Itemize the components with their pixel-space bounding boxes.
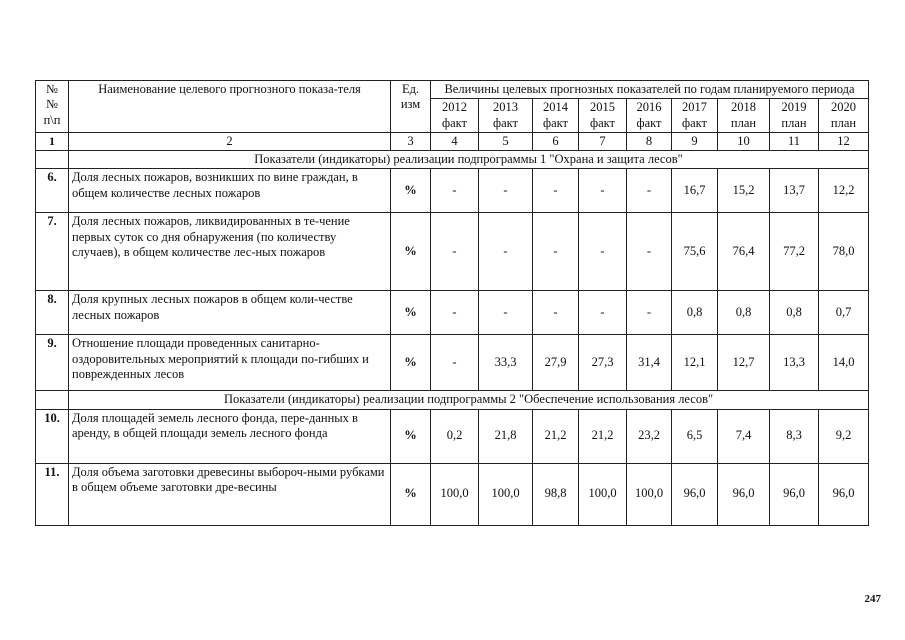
table-row bbox=[36, 409, 869, 463]
table-row bbox=[36, 463, 869, 525]
year-label: 2019 bbox=[781, 100, 807, 115]
column-number-cell: 3 bbox=[391, 132, 431, 150]
column-number-cell: 2 bbox=[69, 132, 391, 150]
table-row bbox=[36, 213, 869, 291]
year-header-cell bbox=[579, 99, 627, 133]
value-cell: - bbox=[627, 169, 672, 213]
column-number-cell: 8 bbox=[627, 132, 672, 150]
value-cell: 100,0 bbox=[627, 463, 672, 525]
year-label: 2013 bbox=[493, 100, 518, 115]
row-number: 10. bbox=[36, 409, 69, 463]
year-label: 2020 bbox=[831, 100, 857, 115]
value-cell: 14,0 bbox=[819, 335, 869, 391]
value-cell: - bbox=[533, 213, 579, 291]
value-cell: 12,1 bbox=[672, 335, 718, 391]
table-body bbox=[36, 81, 869, 526]
value-cell: 9,2 bbox=[819, 409, 869, 463]
value-cell: 23,2 bbox=[627, 409, 672, 463]
value-cell: 15,2 bbox=[718, 169, 770, 213]
year-type-label: план bbox=[730, 115, 757, 130]
year-label: 2016 bbox=[636, 100, 662, 115]
value-cell: 96,0 bbox=[770, 463, 819, 525]
value-cell: 96,0 bbox=[819, 463, 869, 525]
indicator-name: Доля объема заготовки древесины выбороч-ными рубками в общем объеме заготовки дре-весины bbox=[69, 463, 391, 525]
value-cell: 96,0 bbox=[672, 463, 718, 525]
value-cell: 0,7 bbox=[819, 291, 869, 335]
column-number-cell: 1 bbox=[36, 132, 69, 150]
row-number: 9. bbox=[36, 335, 69, 391]
unit-cell: % bbox=[391, 335, 431, 391]
section-row bbox=[36, 151, 869, 169]
value-cell: - bbox=[479, 291, 533, 335]
year-header-cell bbox=[770, 99, 819, 133]
year-type-label: факт bbox=[636, 115, 662, 130]
value-cell: 75,6 bbox=[672, 213, 718, 291]
section-blank-cell bbox=[36, 151, 69, 169]
value-cell: 0,8 bbox=[672, 291, 718, 335]
unit-cell: % bbox=[391, 409, 431, 463]
value-cell: - bbox=[533, 291, 579, 335]
value-cell: 12,7 bbox=[718, 335, 770, 391]
year-type-label: факт bbox=[589, 115, 616, 130]
indicator-name: Доля крупных лесных пожаров в общем коли-честве лесных пожаров bbox=[69, 291, 391, 335]
section-title: Показатели (индикаторы) реализации подпрограммы 1 "Охрана и защита лесов" bbox=[69, 151, 869, 169]
column-number-cell: 7 bbox=[579, 132, 627, 150]
indicator-name: Доля лесных пожаров, ликвидированных в те-чение первых суток со дня обнаружения (по количеству случаев), в общем количестве лес-ных пожаров bbox=[69, 213, 391, 291]
indicator-name: Доля лесных пожаров, возникших по вине граждан, в общем количестве лесных пожаров bbox=[69, 169, 391, 213]
column-number-cell: 5 bbox=[479, 132, 533, 150]
values-header: Величины целевых прогнозных показателей по годам планируемого периода bbox=[431, 81, 869, 99]
indicators-table bbox=[35, 80, 869, 526]
section-blank-cell bbox=[36, 391, 69, 409]
value-cell: - bbox=[479, 213, 533, 291]
year-header-cell bbox=[627, 99, 672, 133]
year-type-label: факт bbox=[441, 115, 468, 130]
value-cell: - bbox=[579, 291, 627, 335]
name-header: Наименование целевого прогнозного показа-теля bbox=[69, 81, 391, 133]
value-cell: 0,8 bbox=[770, 291, 819, 335]
value-cell: 77,2 bbox=[770, 213, 819, 291]
table-row bbox=[36, 335, 869, 391]
column-number-cell: 10 bbox=[718, 132, 770, 150]
year-header-cell bbox=[431, 99, 479, 133]
value-cell: - bbox=[627, 213, 672, 291]
value-cell: 7,4 bbox=[718, 409, 770, 463]
unit-cell: % bbox=[391, 463, 431, 525]
value-cell: 27,9 bbox=[533, 335, 579, 391]
value-cell: 31,4 bbox=[627, 335, 672, 391]
value-cell: 98,8 bbox=[533, 463, 579, 525]
table-row bbox=[36, 291, 869, 335]
value-cell: 100,0 bbox=[431, 463, 479, 525]
year-header-cell bbox=[672, 99, 718, 133]
unit-cell: % bbox=[391, 213, 431, 291]
value-cell: 12,2 bbox=[819, 169, 869, 213]
year-label: 2012 bbox=[442, 100, 467, 115]
year-type-label: факт bbox=[492, 115, 519, 130]
year-type-label: план bbox=[781, 115, 807, 130]
row-number: 11. bbox=[36, 463, 69, 525]
value-cell: 0,2 bbox=[431, 409, 479, 463]
column-numbers-row bbox=[36, 132, 869, 150]
row-number: 8. bbox=[36, 291, 69, 335]
year-header-cell bbox=[718, 99, 770, 133]
year-header-cell bbox=[479, 99, 533, 133]
year-label: 2015 bbox=[590, 100, 615, 115]
column-number-cell: 11 bbox=[770, 132, 819, 150]
row-number: 7. bbox=[36, 213, 69, 291]
value-cell: 100,0 bbox=[479, 463, 533, 525]
value-cell: 21,2 bbox=[579, 409, 627, 463]
value-cell: - bbox=[431, 291, 479, 335]
year-type-label: факт bbox=[542, 115, 569, 130]
year-header-cell bbox=[819, 99, 869, 133]
section-row bbox=[36, 391, 869, 409]
value-cell: 78,0 bbox=[819, 213, 869, 291]
section-title: Показатели (индикаторы) реализации подпрограммы 2 "Обеспечение использования лесов" bbox=[69, 391, 869, 409]
unit-cell: % bbox=[391, 291, 431, 335]
indicators-table-container bbox=[35, 80, 869, 526]
value-cell: 8,3 bbox=[770, 409, 819, 463]
value-cell: 13,3 bbox=[770, 335, 819, 391]
value-cell: - bbox=[579, 169, 627, 213]
column-number-cell: 4 bbox=[431, 132, 479, 150]
value-cell: 33,3 bbox=[479, 335, 533, 391]
indicator-name: Доля площадей земель лесного фонда, пере-данных в аренду, в общей площади земель лесного фонда bbox=[69, 409, 391, 463]
value-cell: 76,4 bbox=[718, 213, 770, 291]
year-label: 2018 bbox=[731, 100, 756, 115]
row-number: 6. bbox=[36, 169, 69, 213]
value-cell: - bbox=[579, 213, 627, 291]
column-number-cell: 6 bbox=[533, 132, 579, 150]
value-cell: - bbox=[627, 291, 672, 335]
value-cell: 0,8 bbox=[718, 291, 770, 335]
table-row bbox=[36, 169, 869, 213]
value-cell: 96,0 bbox=[718, 463, 770, 525]
value-cell: - bbox=[479, 169, 533, 213]
unit-header: Ед. изм bbox=[391, 81, 431, 133]
value-cell: - bbox=[431, 335, 479, 391]
value-cell: - bbox=[431, 169, 479, 213]
year-label: 2017 bbox=[682, 100, 707, 115]
unit-cell: % bbox=[391, 169, 431, 213]
indicator-name: Отношение площади проведенных санитарно-оздоровительных мероприятий к площади по-гибших и поврежденных лесов bbox=[69, 335, 391, 391]
column-number-cell: 9 bbox=[672, 132, 718, 150]
column-number-cell: 12 bbox=[819, 132, 869, 150]
header-row bbox=[36, 81, 869, 99]
num-header: № № п\п bbox=[36, 81, 69, 133]
page-number: 247 bbox=[864, 593, 881, 605]
value-cell: 6,5 bbox=[672, 409, 718, 463]
value-cell: 21,2 bbox=[533, 409, 579, 463]
value-cell: 21,8 bbox=[479, 409, 533, 463]
value-cell: - bbox=[431, 213, 479, 291]
year-label: 2014 bbox=[543, 100, 568, 115]
value-cell: - bbox=[533, 169, 579, 213]
year-type-label: факт bbox=[681, 115, 708, 130]
value-cell: 13,7 bbox=[770, 169, 819, 213]
value-cell: 27,3 bbox=[579, 335, 627, 391]
year-type-label: план bbox=[830, 115, 857, 130]
value-cell: 100,0 bbox=[579, 463, 627, 525]
year-header-cell bbox=[533, 99, 579, 133]
value-cell: 16,7 bbox=[672, 169, 718, 213]
